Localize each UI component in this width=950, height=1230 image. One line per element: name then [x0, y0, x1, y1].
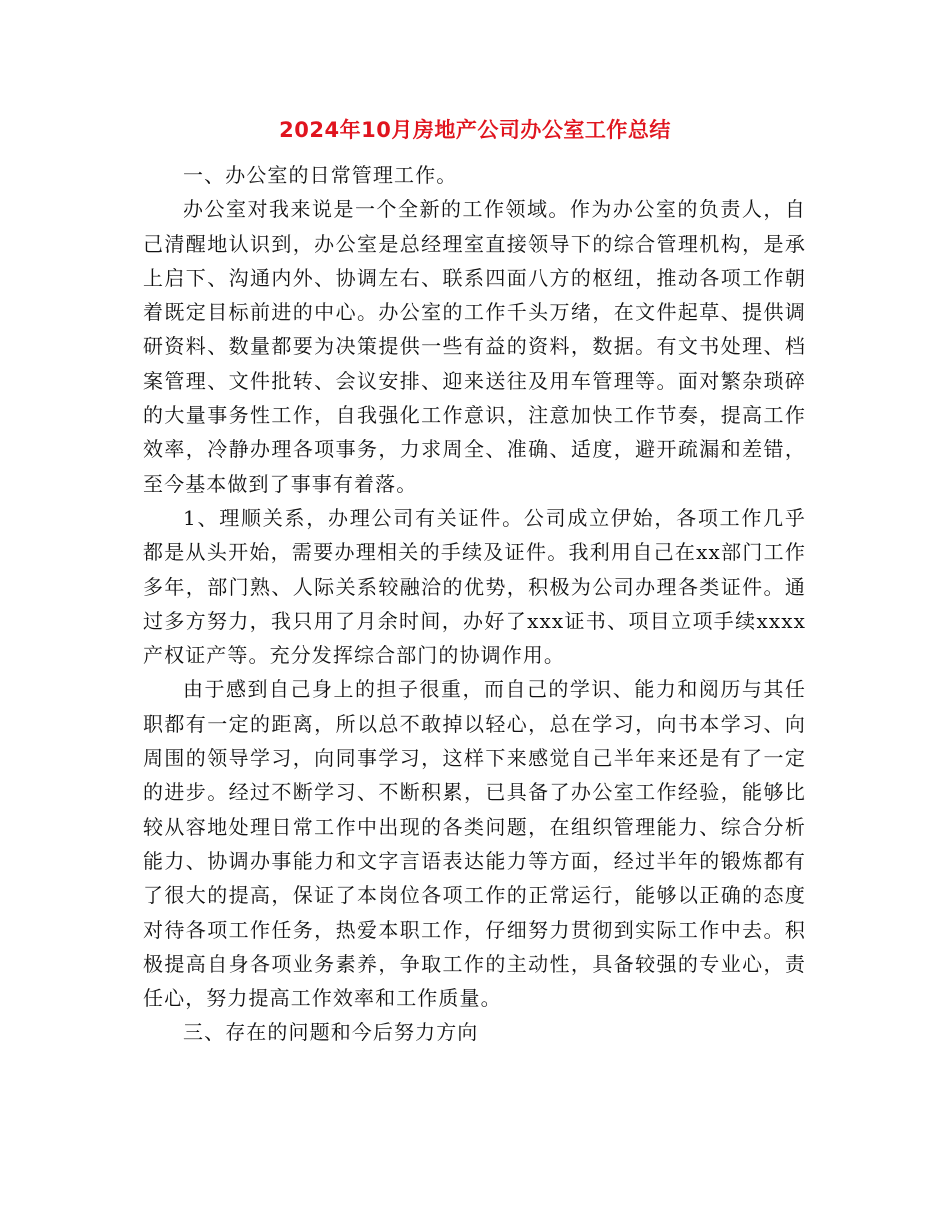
section-heading-problems: 三、存在的问题和今后努力方向	[183, 1020, 479, 1045]
paragraph-certificates: 1、理顺关系，办理公司有关证件。公司成立伊始，各项工作几乎都是从头开始，需要办理相关的手续及证件。我利用自己在xx部门工作多年，部门熟、人际关系较融洽的优势，积极为公司办理各类证件。通过多方努力，我只用了月余时间，办好了xxx证书、项目立项手续xxxx产权证产等。充分发挥综合部门的协调作用。	[143, 505, 806, 668]
paragraph-self-improvement: 由于感到自己身上的担子很重，而自己的学识、能力和阅历与其任职都有一定的距离，所以总不敢掉以轻心，总在学习，向书本学习、向周围的领导学习，向同事学习，这样下来感觉自己半年来还是有了一定的进步。经过不断学习、不断积累，已具备了办公室工作经验，能够比较从容地处理日常工作中出现的各类问题，在组织管理能力、综合分析能力、协调办事能力和文字言语表达能力等方面，经过半年的锻炼都有了很大的提高，保证了本岗位各项工作的正常运行，能够以正确的态度对待各项工作任务，热爱本职工作，仔细努力贯彻到实际工作中去。积极提高自身各项业务素养，争取工作的主动性，具备较强的专业心，责任心，努力提高工作效率和工作质量。	[143, 677, 806, 1011]
section-heading-daily-management: 一、办公室的日常管理工作。	[183, 163, 458, 187]
paragraph-office-role: 办公室对我来说是一个全新的工作领域。作为办公室的负责人，自己清醒地认识到，办公室是总经理室直接领导下的综合管理机构，是承上启下、沟通内外、协调左右、联系四面八方的枢纽，推动各项工作朝着既定目标前进的中心。办公室的工作千头万绪，在文件起草、提供调研资料、数量都要为决策提供一些有益的资料，数据。有文书处理、档案管理、文件批转、会议安排、迎来送往及用车管理等。面对繁杂琐碎的大量事务性工作，自我强化工作意识，注意加快工作节奏，提高工作效率，冷静办理各项事务，力求周全、准确、适度，避开疏漏和差错，至今基本做到了事事有着落。	[143, 197, 806, 496]
document-body	[143, 158, 806, 1050]
document-title: 2024年10月房地产公司办公室工作总结	[279, 118, 671, 142]
